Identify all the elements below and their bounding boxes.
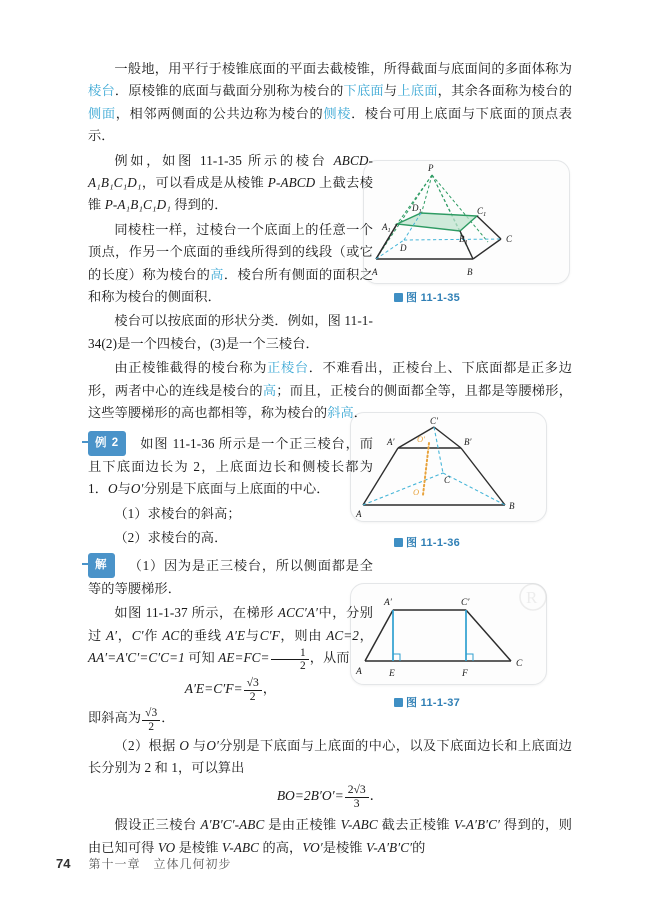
- sol2-text-a: 如图 11-1-37 所示，在梯形: [114, 605, 275, 621]
- fraction-denominator: 2: [249, 689, 256, 703]
- sol5-text-h: 的: [412, 839, 426, 855]
- formula-slant-height: [88, 677, 373, 704]
- example-2-block: [88, 431, 373, 501]
- figure-label-C-prime: C′: [430, 416, 438, 426]
- figure-label-A: A: [356, 667, 362, 677]
- fraction-numerator: √3: [244, 677, 262, 691]
- keyword-xiadimian: 下底面: [343, 83, 384, 99]
- solution-paragraph-5: [88, 814, 572, 859]
- p2-text-d: 得到的．: [174, 197, 228, 213]
- math-V-ABC-prime: V-A′B′C′: [453, 817, 501, 833]
- p2-text-c: 上截去棱锥: [88, 175, 374, 213]
- fraction-denominator: 2: [148, 720, 155, 733]
- math-AE-FC: AE=FC=: [218, 650, 270, 666]
- figure-label-A-prime: A′: [387, 437, 395, 447]
- math-CF-perp: C′F: [259, 627, 280, 643]
- paragraph-definition: [88, 58, 572, 148]
- math-V-ABC-2: V-ABC: [221, 839, 260, 855]
- fraction-2sqrt3-over-3: [345, 784, 369, 810]
- figure-label-B1: $B_1$: [459, 234, 468, 246]
- figure-label-B-prime: B′: [464, 437, 472, 447]
- sol5-text-g: 是棱锥: [322, 839, 363, 855]
- math-O: O: [107, 481, 118, 497]
- solution-text-1: （1）因为是正三棱台，所以侧面都是全等的等腰梯形．: [88, 557, 373, 596]
- example-stem-b: 与: [117, 481, 131, 497]
- fraction-numerator: √3: [142, 707, 160, 720]
- solution-paragraph-3: [88, 707, 373, 733]
- math-AA-eq: AA′=A′C′=C′C=1: [88, 650, 185, 666]
- page-body: [88, 58, 572, 861]
- math-ABCD: ABCD: [333, 152, 369, 168]
- math-O-prime-2: O′: [206, 737, 219, 753]
- fraction-sqrt3-over-2-inline: [142, 707, 160, 733]
- p3-text-b: ．棱台所有侧面的面积之和称为棱台的侧面积．: [88, 266, 373, 305]
- math-AC: AC: [162, 627, 180, 643]
- figure-label-B: B: [467, 267, 473, 277]
- p1-text-d: ，其余各面称为棱台的: [437, 83, 572, 99]
- keyword-lengtai: 棱台: [88, 83, 115, 99]
- p5-text-a: 由正棱锥截得的棱台称为: [114, 360, 268, 376]
- p1-text-a: 一般地，用平行于棱锥底面的平面去截棱锥，所得截面与底面间的多面体称为: [114, 61, 572, 76]
- fraction-numerator: 1: [271, 647, 309, 660]
- sol5-text-c: 截去正棱锥: [381, 817, 451, 833]
- sol2-comma: ，: [117, 627, 132, 643]
- math-VO: VO: [157, 839, 176, 855]
- p2-text-a: 例如，如图 11-1-35 所示的棱台: [114, 152, 328, 168]
- math-AC-eq-2: AC=2: [326, 627, 359, 643]
- sol5-text-f: 的高，: [262, 839, 303, 855]
- figure-label-C: C: [506, 234, 513, 244]
- figure-label-C: C: [444, 475, 451, 485]
- formula2-tail: ．: [369, 787, 384, 803]
- footer-chapter: 第十一章 立体几何初步: [88, 857, 232, 871]
- keyword-celeng: 侧棱: [323, 105, 352, 121]
- p1-text-f: ．棱台可用上底面与下底面的顶点表示．: [88, 105, 573, 144]
- fraction-numerator: 2√3: [345, 784, 369, 798]
- example-badge: 例 2: [88, 431, 126, 456]
- keyword-zhenglengtai: 正棱台: [267, 360, 309, 376]
- math-VO-prime: VO′: [302, 839, 323, 855]
- math-P-ABCD: P-ABCD: [267, 175, 316, 191]
- example-stem-a: 如图 11-1-36 所示是一个正三棱台，而且下底面边长为 2，上底面边长和侧棱长都为 1．: [88, 435, 373, 497]
- figure-label-E: E: [389, 669, 395, 679]
- figure-caption-11-1-37: 图 11-1-37: [394, 694, 460, 710]
- question-1-text: （1）求棱台的斜高；: [114, 505, 241, 521]
- figure-label-O-prime: O′: [417, 434, 425, 444]
- p5-text-d: ．: [353, 405, 368, 421]
- paragraph-example-frustum: [88, 150, 373, 217]
- math-AE-perp: A′E: [225, 627, 246, 643]
- figure-label-C1: $C_1$: [477, 206, 487, 218]
- paragraph-height-definition: [88, 219, 373, 309]
- p4-text-a: 棱台可以按底面的形状分类．例如，图 11-1-34(2)是一个四棱台，(3)是一个三棱台．: [88, 313, 373, 351]
- sol2-text-c: 作: [143, 627, 159, 643]
- figure-label-A-prime: A′: [384, 598, 392, 608]
- math-ACCA: ACC′A′: [277, 605, 318, 621]
- fraction-denominator: 2: [299, 660, 306, 673]
- sol2-text-g: 可知: [188, 650, 215, 666]
- figure-label-A: A: [372, 267, 378, 277]
- example-question-1: [88, 503, 373, 525]
- fraction-one-half: [271, 647, 309, 673]
- math-O-2: O: [179, 737, 190, 753]
- figure-label-A1: $A_1$: [382, 222, 391, 234]
- sol5-text-b: 是由正棱锥: [268, 817, 337, 833]
- solution-paragraph-2: [88, 602, 373, 672]
- solution-paragraph-4: [88, 735, 572, 780]
- math-P-A1B1C1D1: P-A₁B₁C₁D₁: [104, 197, 171, 213]
- math-A1B1C1D1: A₁B₁C₁D₁: [88, 175, 142, 191]
- math-A-prime: A′: [105, 627, 118, 643]
- p2-text-b: ，可以看成是从棱锥: [141, 175, 265, 191]
- figure-label-F: F: [462, 669, 468, 679]
- sol2-text-b: 中，分别过: [88, 605, 373, 643]
- sol2-text-f: ，则由: [279, 627, 323, 643]
- sol3-text-b: ．: [161, 710, 175, 726]
- sol3-text-a: 即斜高为: [88, 710, 142, 726]
- math-ABC-frustum: A′B′C′-ABC: [200, 817, 265, 833]
- math-V-ABC-prime-2: V-A′B′C′: [366, 839, 413, 855]
- solution-block: [88, 553, 373, 601]
- figure-caption-11-1-36: 图 11-1-36: [394, 534, 460, 550]
- figure-label-D: D: [400, 243, 407, 253]
- sol5-text-a: 假设正三棱台: [114, 817, 197, 833]
- solution-badge: 解: [88, 553, 115, 578]
- sol5-text-d: 得到的，则由已知可得: [88, 817, 573, 855]
- formula1-tail: ，: [262, 680, 277, 696]
- keyword-gao: 高: [210, 266, 224, 282]
- paragraph-regular-frustum: [88, 357, 572, 424]
- sol4-text-a: （2）根据: [114, 737, 176, 753]
- sol2-text-h: ，从而: [309, 650, 350, 666]
- figure-label-C-prime: C′: [461, 598, 470, 608]
- figure-caption-11-1-35: 图 11-1-35: [394, 289, 460, 305]
- p1-text-b: ．原棱锥的底面与截面分别称为棱台的: [114, 83, 344, 99]
- sol2-text-d: 的垂线: [179, 627, 222, 643]
- p5-text-c: ；而且，正棱台的侧面都全等，且都是等腰梯形，这些等腰梯形的高也都相等，称为棱台的: [88, 382, 572, 421]
- keyword-gao-2: 高: [262, 382, 277, 398]
- fraction-denominator: 3: [353, 796, 360, 810]
- fraction-sqrt3-over-2: [244, 677, 262, 703]
- sol4-text-c: 分别是下底面与上底面的中心，以及下底面边长和上底面边长分别为 2 和 1，可以算出: [88, 737, 573, 776]
- math-C-prime: C′: [131, 627, 144, 643]
- formula1-lhs: A′E=C′F=: [184, 680, 243, 696]
- paragraph-classification: [88, 310, 373, 355]
- keyword-shangdimian: 上底面: [397, 83, 438, 99]
- example-question-2: [88, 527, 373, 549]
- page-footer: [56, 855, 231, 872]
- figure-label-D1: $D_1$: [412, 203, 422, 215]
- math-V-ABC: V-ABC: [340, 817, 378, 833]
- keyword-xiegao: 斜高: [327, 405, 354, 421]
- figure-label-A: A: [356, 509, 362, 519]
- math-dash: -: [368, 152, 373, 168]
- sol2-comma-2: ，: [359, 627, 373, 643]
- page-number: 74: [56, 856, 71, 871]
- p1-text-e: ，相邻两侧面的公共边称为棱台的: [115, 105, 324, 121]
- math-O-prime: O′: [130, 481, 144, 497]
- p1-text-c: 与: [383, 83, 398, 99]
- example-stem-c: 分别是下底面与上底面的中心．: [143, 481, 330, 497]
- p5-text-b: ．不难看出，正棱台上、下底面都是正多边形，两者中心的连线是棱台的: [88, 360, 572, 398]
- figure-label-P: P: [428, 163, 434, 173]
- p3-text-a: 同棱柱一样，过棱台一个底面上的任意一个顶点，作另一个底面的垂线所得到的线段（或它的长度）称为棱台的: [88, 221, 373, 282]
- sol2-text-e: 与: [245, 627, 260, 643]
- formula-BO: [88, 784, 572, 811]
- keyword-cemian: 侧面: [88, 105, 116, 121]
- svg-text:R: R: [526, 588, 538, 607]
- figure-label-C: C: [516, 659, 523, 669]
- figure-label-B: B: [509, 501, 515, 511]
- sol5-text-e: 是棱锥: [178, 839, 219, 855]
- sol4-text-b: 与: [192, 737, 207, 753]
- question-2-text: （2）求棱台的高．: [114, 530, 228, 546]
- formula2-lhs: BO=2B′O′=: [276, 787, 344, 803]
- figure-label-O: O: [413, 487, 420, 497]
